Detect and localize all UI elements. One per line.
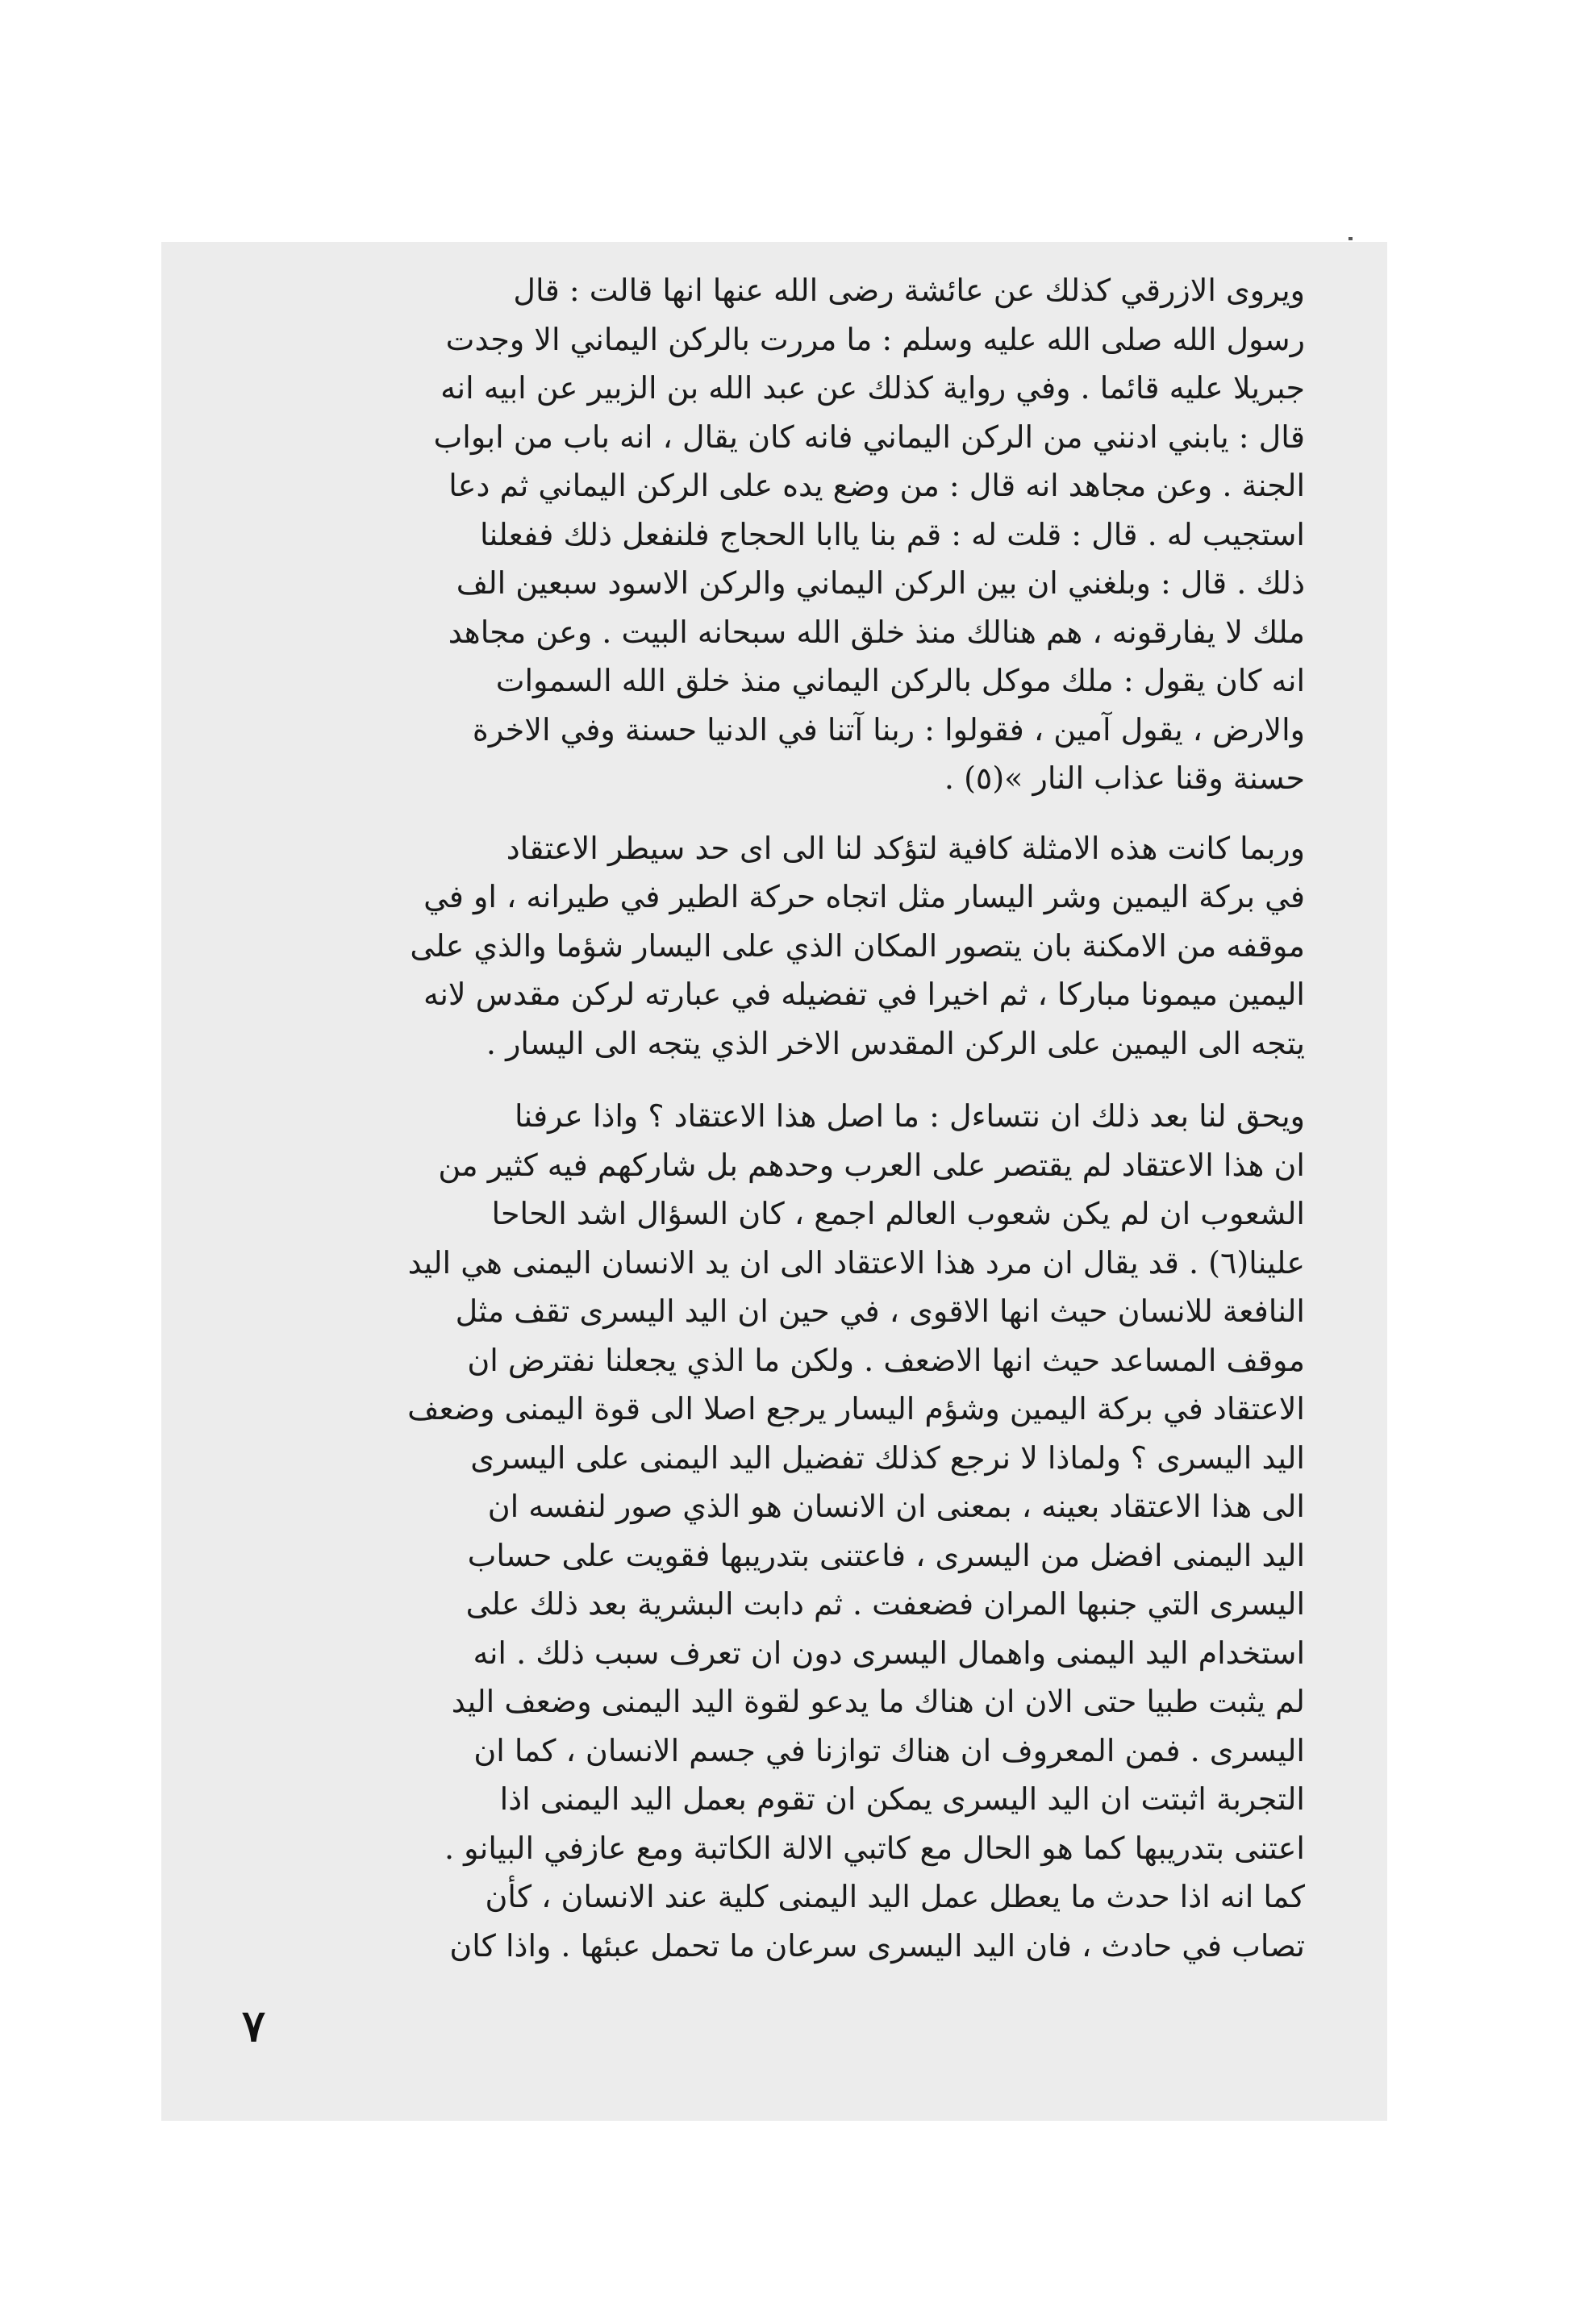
text-line: علينا(٦) . قد يقال ان مرد هذا الاعتقاد الى ان يد الانسان اليمنى هي اليد [407,1244,1305,1281]
text-line: يتجه الى اليمين على الركن المقدس الاخر الذي يتجه الى اليسار . [486,1025,1305,1061]
body-text [256,266,1305,1970]
text-line: استجيب له . قال : قلت له : قم بنا ياابا الحجاج فلنفعل ذلك ففعلنا [480,516,1305,552]
text-line: ان هذا الاعتقاد لم يقتصر على العرب وحدهم بل شاركهم فيه كثير من [438,1147,1305,1183]
scan-speck [1348,237,1353,240]
text-line: اليد اليسرى ؟ ولماذا لا نرجع كذلك تفضيل اليد اليمنى على اليسرى [470,1439,1305,1476]
text-line: الجنة . وعن مجاهد انه قال : من وضع يده على الركن اليماني ثم دعا [448,468,1305,503]
text-line: قال : يابني ادنني من الركن اليماني فانه كان يقال ، انه باب من ابواب [433,419,1305,455]
text-line: موقف المساعد حيث انها الاضعف . ولكن ما الذي يجعلنا نفترض ان [467,1342,1305,1378]
text-line: لم يثبت طبيا حتى الان ان هناك ما يدعو لقوة اليد اليمنى وضعف اليد [451,1684,1305,1719]
text-line: اليسرى التي جنبها المران فضعفت . ثم دابت البشرية بعد ذلك على [465,1586,1305,1622]
text-line: اليد اليمنى افضل من اليسرى ، فاعتنى بتدريبها فقويت على حساب [467,1537,1305,1573]
text-line: موقفه من الامكنة بان يتصور المكان الذي على اليسار شؤما والذي على [410,927,1305,964]
text-line: الى هذا الاعتقاد بعينه ، بمعنى ان الانسان هو الذي صور لنفسه ان [487,1489,1305,1524]
text-line: ويروى الازرقي كذلك عن عائشة رضى الله عنها انها قالت : قال [513,273,1305,308]
text-line: الاعتقاد في بركة اليمين وشؤم اليسار يرجع اصلا الى قوة اليمنى وضعف [407,1391,1305,1426]
text-line: تصاب في حادث ، فان اليد اليسرى سرعان ما تحمل عبئها . واذا كان [449,1927,1305,1964]
text-line: والارض ، يقول آمين ، فقولوا : ربنا آتنا في الدنيا حسنة وفي الاخرة [472,711,1305,748]
text-line: الشعوب ان لم يكن شعوب العالم اجمع ، كان السؤال اشد الحاحا [491,1196,1305,1231]
text-line: اعتنى بتدريبها كما هو الحال مع كاتبي الالة الكاتبة ومع عازفي البيانو . [444,1830,1305,1866]
text-line: ذلك . قال : وبلغني ان بين الركن اليماني والركن الاسود سبعين الف [456,565,1305,601]
text-line: انه كان يقول : ملك موكل بالركن اليماني منذ خلق الله السموات [495,663,1305,698]
text-line: ويحق لنا بعد ذلك ان نتساءل : ما اصل هذا الاعتقاد ؟ واذا عرفنا [514,1098,1305,1134]
text-line: اليسرى . فمن المعروف ان هناك توازنا في جسم الانسان ، كما ان [473,1732,1305,1768]
text-line: التجربة اثبتت ان اليد اليسرى يمكن ان تقوم بعمل اليد اليمنى اذا [499,1781,1305,1817]
text-line: ملك لا يفارقونه ، هم هنالك منذ خلق الله سبحانه البيت . وعن مجاهد [448,614,1305,650]
text-line: رسول الله صلى الله عليه وسلم : ما مررت بالركن اليماني الا وجدت [445,321,1305,357]
text-line: استخدام اليد اليمنى واهمال اليسرى دون ان تعرف سبب ذلك . انه [473,1635,1305,1671]
text-line: كما انه اذا حدث ما يعطل عمل اليد اليمنى كلية عند الانسان ، كأن [485,1879,1305,1914]
text-line: وربما كانت هذه الامثلة كافية لتؤكد لنا الى اى حد سيطر الاعتقاد [506,830,1305,866]
text-line: اليمين ميمونا مباركا ، ثم اخيرا في تفضيله في عبارته لركن مقدس لانه [423,977,1305,1012]
text-line: حسنة وقنا عذاب النار »(٥) . [944,760,1305,796]
text-line: جبريلا عليه قائما . وفي رواية كذلك عن عبد الله بن الزبير عن ابيه انه [440,370,1305,406]
text-line: النافعة للانسان حيث انها الاقوى ، في حين ان اليد اليسرى تقف مثل [455,1293,1305,1329]
text-line: في بركة اليمين وشر اليسار مثل اتجاه حركة الطير في طيرانه ، او في [423,879,1305,914]
page-number: ٧ [242,2000,266,2051]
